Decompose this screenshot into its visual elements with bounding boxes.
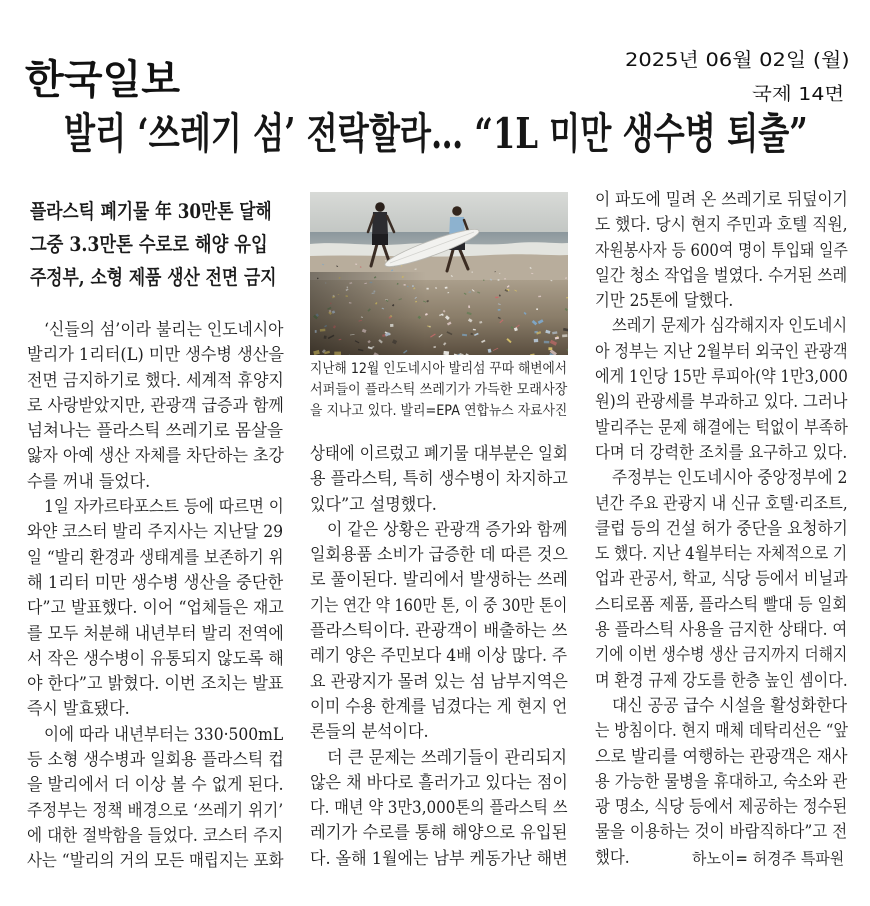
caption-line bbox=[310, 380, 568, 401]
line-text: 용 플라스틱, 특히 생수병이 차지하고 bbox=[310, 469, 568, 490]
text-line bbox=[595, 239, 848, 264]
line-text: 발리주는 문제 해결에는 턱없이 부족하 bbox=[595, 417, 848, 438]
line-text: 도 했다. 당시 현지 주민과 호텔 직원, bbox=[595, 215, 848, 236]
line-text: 이에 따라 내년부터는 330·500mL bbox=[44, 724, 284, 745]
article-headline bbox=[64, 108, 808, 160]
text-line bbox=[595, 441, 848, 466]
text-line bbox=[310, 493, 568, 518]
text-line bbox=[310, 746, 568, 771]
paragraph bbox=[310, 746, 568, 872]
line-text: 이 같은 상황은 관광객 증가와 함께 bbox=[327, 519, 568, 540]
text-line bbox=[27, 748, 284, 773]
text-line bbox=[595, 264, 848, 289]
text-line bbox=[310, 442, 568, 467]
text-line bbox=[27, 394, 284, 419]
line-text: 아 정부는 지난 2월부터 외국인 관광객 bbox=[595, 341, 848, 362]
page-section-text: 국제 14면 bbox=[752, 84, 845, 105]
text-line bbox=[27, 369, 284, 394]
text-line bbox=[310, 847, 568, 872]
subheadline-group bbox=[30, 195, 280, 294]
line-text: ‘신들의 섬’이라 불리는 인도네시아 bbox=[44, 320, 284, 340]
paragraph bbox=[27, 495, 284, 723]
text-line bbox=[310, 720, 568, 745]
text-line bbox=[595, 314, 848, 339]
line-text: 야 한다”고 밝혔다. 이번 조치는 발표 bbox=[27, 674, 284, 695]
article-column-1 bbox=[27, 318, 284, 875]
line-text: 에게 1인당 15만 루피아(약 1만3,000 bbox=[595, 367, 848, 388]
line-text: 와얀 코스터 발리 주지사는 지난달 29 bbox=[27, 522, 284, 543]
text-line bbox=[310, 594, 568, 619]
text-line bbox=[310, 467, 568, 492]
beach-photo bbox=[310, 192, 568, 355]
text-line bbox=[595, 593, 848, 618]
line-text: 다. 올해 1월에는 남부 케동가난 해변 bbox=[310, 848, 568, 869]
line-text: 레기가 수로를 통해 해양으로 유입된 bbox=[310, 823, 568, 844]
paragraph bbox=[595, 466, 848, 694]
text-line bbox=[595, 820, 848, 845]
text-line bbox=[310, 543, 568, 568]
line-text: 레기 양은 주민보다 4배 이상 많다. 주 bbox=[310, 646, 568, 667]
text-line bbox=[310, 771, 568, 796]
subheadline bbox=[30, 195, 272, 228]
caption-text: 서퍼들이 플라스틱 쓰레기가 가득한 모래사장 bbox=[310, 382, 568, 398]
line-text: 업과 관공서, 학교, 식당 등에서 비닐과 bbox=[595, 569, 848, 590]
text-line bbox=[27, 647, 284, 672]
caption-text: 지난해 12월 인도네시아 발리섬 꾸따 해변에서 bbox=[310, 361, 568, 377]
text-line bbox=[310, 518, 568, 543]
text-line bbox=[27, 470, 284, 495]
text-line bbox=[595, 188, 848, 213]
line-text: 등 소형 생수병과 일회용 플라스틱 컵 bbox=[27, 750, 284, 771]
line-text: 일간 청소 작업을 벌였다. 수거된 쓰레 bbox=[595, 265, 848, 286]
text-line bbox=[595, 745, 848, 770]
text-line bbox=[27, 495, 284, 520]
line-text: 다”고 발표했다. 이어 “업체들은 재고 bbox=[27, 598, 284, 619]
line-text: 상태에 이르렀고 폐기물 대부분은 일회 bbox=[310, 444, 568, 464]
line-text: 전면 금지하기로 했다. 세계적 휴양지 bbox=[27, 370, 284, 391]
text-line bbox=[595, 416, 848, 441]
line-text: 며 환경 규제 강도를 한층 높인 셈이다. bbox=[595, 670, 848, 691]
text-line bbox=[310, 695, 568, 720]
line-text: 일 “발리 환경과 생태계를 보존하기 위 bbox=[27, 547, 284, 568]
text-line bbox=[27, 546, 284, 571]
line-text: 수를 꺼내 들었다. bbox=[27, 471, 151, 492]
line-text: 사는 “발리의 거의 모든 매립지는 포화 bbox=[27, 851, 284, 872]
subheadline-text: 주정부, 소형 제품 생산 전면 금지 bbox=[30, 265, 277, 289]
line-text: 이 파도에 밀려 온 쓰레기로 뒤덮이기 bbox=[595, 190, 848, 210]
text-line bbox=[310, 821, 568, 846]
line-text: 물을 이용하는 것이 바람직하다”고 전 bbox=[595, 822, 848, 843]
line-text: 년간 주요 관광지 내 신규 호텔·리조트, bbox=[595, 493, 848, 514]
line-text: 주정부는 정책 배경으로 ‘쓰레기 위기’ bbox=[27, 800, 284, 821]
subheadline-text: 플라스틱 폐기물 年 30만톤 달해 bbox=[30, 199, 272, 223]
headline-text: 발리 ‘쓰레기 섬’ 전락할라… “1L 미만 생수병 퇴출” bbox=[64, 109, 808, 158]
line-text: 클럽 등의 건설 허가 중단을 요청하기 bbox=[595, 518, 848, 539]
text-line bbox=[27, 343, 284, 368]
line-text: 즉시 발효됐다. bbox=[27, 699, 130, 720]
line-text: 기에 이번 생수병 생산 금지까지 더해지 bbox=[595, 645, 848, 666]
text-line bbox=[595, 390, 848, 415]
text-line bbox=[27, 571, 284, 596]
line-text: 않은 채 바다로 흘러가고 있다는 점이 bbox=[310, 772, 568, 793]
line-text: 용 플라스틱 사용을 금지한 상태다. 여 bbox=[595, 620, 848, 641]
text-line bbox=[595, 213, 848, 238]
line-text: 도 했다. 지난 4월부터는 자체적으로 기 bbox=[595, 544, 848, 565]
line-text: 로 풀이된다. 발리에서 발생하는 쓰레 bbox=[310, 570, 568, 591]
line-text: 1일 자카르타포스트 등에 따르면 이 bbox=[44, 497, 284, 518]
newspaper-logo bbox=[25, 58, 181, 102]
text-line bbox=[595, 365, 848, 390]
line-text: 넘쳐나는 플라스틱 쓰레기로 몸살을 bbox=[27, 421, 284, 442]
line-text: 로 사랑받았지만, 관광객 급증과 함께 bbox=[27, 395, 284, 416]
sky bbox=[310, 192, 568, 234]
caption-line bbox=[310, 359, 568, 380]
text-line bbox=[595, 340, 848, 365]
text-line bbox=[310, 796, 568, 821]
text-line bbox=[27, 444, 284, 469]
text-line bbox=[310, 670, 568, 695]
article-column-3 bbox=[595, 188, 848, 871]
photo-shade bbox=[310, 272, 568, 355]
line-text: 는 방침이다. 현지 매체 데탁리선은 “앞 bbox=[595, 721, 848, 742]
line-text: 쓰레기 문제가 심각해지자 인도네시 bbox=[612, 316, 848, 337]
line-text: 서 작은 생수병이 유통되지 않도록 해 bbox=[27, 648, 284, 669]
text-line bbox=[595, 719, 848, 744]
article-column-2 bbox=[310, 442, 568, 872]
paragraph bbox=[27, 723, 284, 875]
line-text: 으로 발리를 여행하는 관광객은 재사 bbox=[595, 746, 848, 767]
text-line bbox=[27, 520, 284, 545]
line-text: 주정부는 인도네시아 중앙정부에 2 bbox=[612, 468, 848, 489]
text-line bbox=[27, 419, 284, 444]
text-line bbox=[27, 697, 284, 722]
paragraph bbox=[310, 518, 568, 746]
line-text: 해 1리터 미만 생수병 생산을 중단한 bbox=[27, 572, 284, 593]
line-text: 스티로폼 제품, 플라스틱 빨대 등 일회 bbox=[595, 594, 848, 615]
caption-line bbox=[310, 401, 568, 422]
paragraph bbox=[595, 188, 848, 314]
subheadline-text: 그중 3.3만톤 수로로 해양 유입 bbox=[30, 232, 268, 256]
page-section bbox=[752, 84, 845, 106]
text-line bbox=[595, 643, 848, 668]
line-text: 기는 연간 약 160만 톤, 이 중 30만 톤이 bbox=[310, 595, 568, 616]
paragraph bbox=[310, 442, 568, 518]
text-line bbox=[310, 619, 568, 644]
text-line bbox=[27, 849, 284, 874]
line-text: 있다”고 설명했다. bbox=[310, 494, 437, 515]
line-text: 를 모두 처분해 내년부터 발리 전역에 bbox=[27, 623, 284, 644]
text-line bbox=[595, 492, 848, 517]
line-text: 발리가 1리터(L) 미만 생수병 생산을 bbox=[27, 345, 284, 366]
line-text: 대신 공공 급수 시설을 활성화한다 bbox=[612, 695, 848, 716]
text-line bbox=[27, 622, 284, 647]
text-line bbox=[595, 567, 848, 592]
photo-caption bbox=[310, 359, 568, 422]
line-text: 을 발리에서 더 이상 볼 수 없게 된다. bbox=[27, 775, 284, 796]
line-text: 더 큰 문제는 쓰레기들이 관리되지 bbox=[327, 747, 568, 768]
text-line bbox=[27, 723, 284, 748]
line-text: 앓자 아예 생산 자체를 차단하는 초강 bbox=[27, 446, 284, 467]
paragraph bbox=[27, 318, 284, 495]
text-line bbox=[595, 770, 848, 795]
text-line bbox=[310, 568, 568, 593]
line-text: 다. 매년 약 3만3,000톤의 플라스틱 쓰 bbox=[310, 798, 568, 819]
article-photo bbox=[310, 192, 568, 355]
line-text: 원)의 관광세를 부과하고 있다. 그러나 bbox=[595, 392, 848, 413]
text-line bbox=[595, 466, 848, 491]
line-text: 했다. bbox=[595, 847, 630, 868]
text-line bbox=[595, 669, 848, 694]
issue-date bbox=[625, 48, 850, 72]
line-text: 다며 더 강력한 조치를 요구하고 있다. bbox=[595, 442, 848, 463]
caption-text: 을 지나고 있다. 발리=EPA 연합뉴스 자료사진 bbox=[310, 403, 568, 419]
text-line bbox=[27, 799, 284, 824]
line-text: 이미 수용 한계를 넘겼다는 게 현지 언 bbox=[310, 696, 568, 717]
text-line bbox=[595, 618, 848, 643]
line-text: 기만 25톤에 달했다. bbox=[595, 291, 734, 312]
line-text: 플라스틱이다. 관광객이 배출하는 쓰 bbox=[310, 621, 568, 642]
text-line bbox=[595, 517, 848, 542]
text-line bbox=[27, 773, 284, 798]
subheadline bbox=[30, 228, 268, 261]
paragraph bbox=[595, 314, 848, 466]
line-text: 광 명소, 식당 등에서 제공하는 정수된 bbox=[595, 797, 848, 818]
line-text: 에 대한 절박함을 들었다. 코스터 주지 bbox=[27, 825, 284, 846]
issue-date-text: 2025년 06월 02일 (월) bbox=[625, 49, 850, 71]
text-line bbox=[310, 644, 568, 669]
text-line bbox=[595, 289, 848, 314]
text-line bbox=[595, 795, 848, 820]
text-line bbox=[27, 824, 284, 849]
text-line bbox=[595, 694, 848, 719]
line-text: 용 가능한 물병을 휴대하고, 숙소와 관 bbox=[595, 771, 848, 792]
byline bbox=[692, 846, 845, 871]
paragraph bbox=[595, 694, 848, 871]
text-line bbox=[27, 672, 284, 697]
line-text: 일회용품 소비가 급증한 데 따른 것으 bbox=[310, 545, 568, 566]
text-line bbox=[27, 596, 284, 621]
logo-text: 한국일보 bbox=[25, 57, 181, 103]
line-text: 요 관광지가 몰려 있는 섬 남부지역은 bbox=[310, 671, 568, 692]
text-line bbox=[27, 318, 284, 343]
byline-text: 하노이= 허경주 특파원 bbox=[692, 848, 845, 868]
line-text: 론들의 분석이다. bbox=[310, 722, 429, 743]
line-text: 자원봉사자 등 600여 명이 투입돼 일주 bbox=[595, 240, 848, 261]
subheadline bbox=[30, 261, 277, 294]
text-line bbox=[595, 542, 848, 567]
